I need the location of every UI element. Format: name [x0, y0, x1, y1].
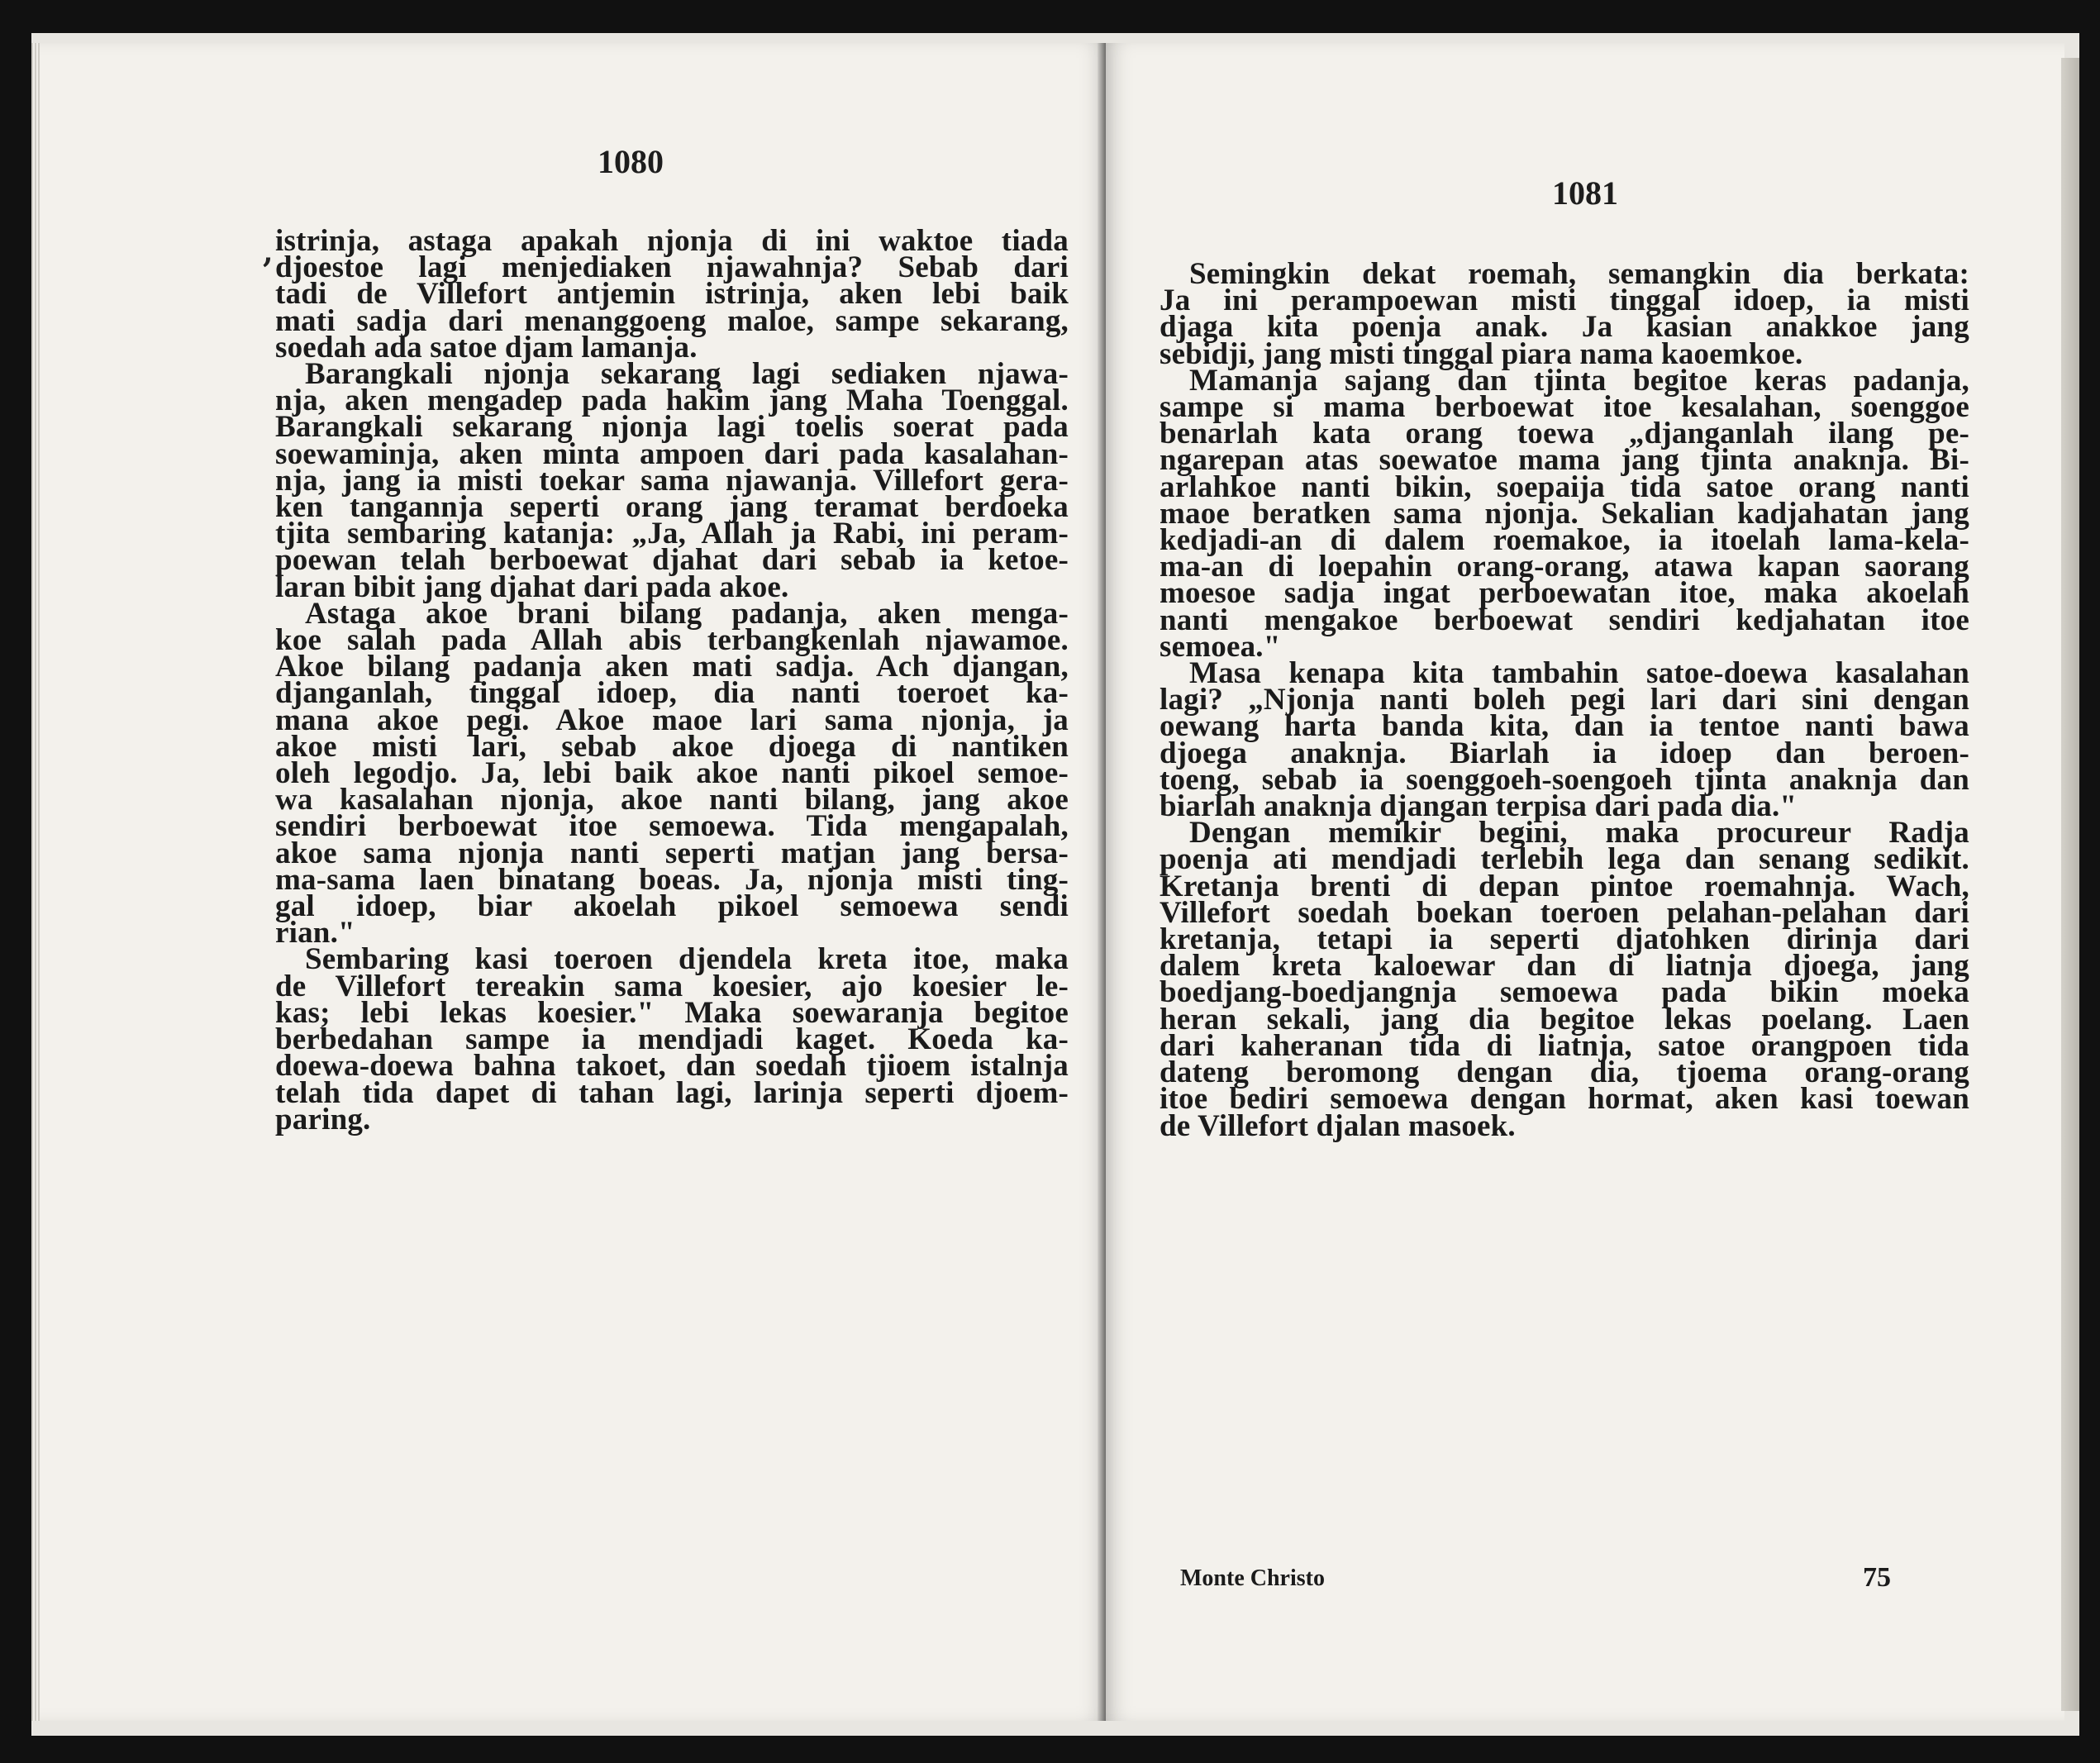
text-line: maoe beratken sama njonja. Sekalian kadjahatan jang [1160, 496, 1969, 531]
footer-sheet-number: 75 [1863, 1562, 1891, 1593]
text-line: dateng beromong dengan dia, tjoema orang-orang [1160, 1055, 1969, 1090]
text-line: ma-sama laen binatang boeas. Ja, njonja misti ting- [275, 862, 1069, 897]
text-line: dalem kreta kaloewar dan di liatnja djoega, jang [1160, 949, 1969, 984]
margin-comma-mark: , [263, 235, 274, 269]
page-footer [1180, 1562, 1891, 1599]
text-line: rian." [275, 916, 355, 951]
text-line: Mamanja sajang dan tjinta begitoe keras padanja, [1189, 363, 1969, 398]
text-line: dari kaheranan tida di liatnja, satoe orangpoen tida [1160, 1028, 1969, 1063]
text-line: Villefort soedah boekan toeroen pelahan-pelahan dari [1160, 895, 1969, 930]
right-page-text [1160, 257, 1969, 1143]
text-line: laran bibit jang djahat dari pada akoe. [275, 569, 789, 604]
text-line: kretanja, tetapi ia seperti djatohken dirinja dari [1160, 922, 1969, 957]
left-page-number: 1080 [598, 143, 664, 180]
text-line: nanti mengakoe berboewat sendiri kedjahatan itoe [1160, 603, 1969, 637]
text-line: mana akoe pegi. Akoe maoe lari sama njonja, ja [275, 703, 1069, 737]
right-page-number: 1081 [1552, 174, 1618, 212]
text-line: benarlah kata orang toewa „djanganlah ilang pe- [1160, 417, 1969, 451]
text-line: kas; lebi lekas koesier." Maka soewaranja begitoe [275, 995, 1069, 1030]
text-line: Akoe bilang padanja aken mati sadja. Ach djangan, [275, 650, 1069, 684]
text-line: heran sekali, jang dia begitoe lekas poelang. Laen [1160, 1002, 1969, 1036]
text-line: semoea." [1160, 629, 1281, 664]
text-line: telah tida dapet di tahan lagi, larinja seperti djoem- [275, 1075, 1069, 1110]
text-line: de Villefort djalan masoek. [1160, 1108, 1516, 1143]
text-line: akoe sama njonja nanti seperti matjan jang bersa- [275, 836, 1069, 870]
text-line: biarlah anaknja djangan terpisa dari pada dia." [1160, 789, 1798, 824]
text-line: koe salah pada Allah abis terbangkenlah njawamoe. [275, 623, 1069, 658]
text-line: djoega anaknja. Biarlah ia idoep dan beroen- [1160, 736, 1969, 770]
right-page-edge [2061, 58, 2079, 1711]
text-line: poewan telah berboewat djahat dari sebab ia ketoe- [275, 543, 1069, 578]
book-spread [31, 33, 2079, 1736]
right-page [1106, 43, 2064, 1721]
text-line: boedjang-boedjangnja semoewa pada bikin moeka [1160, 975, 1969, 1010]
text-line: moesoe sadja ingat perboewatan itoe, maka akoelah [1160, 576, 1969, 611]
footer-signature: Monte Christo [1180, 1565, 1325, 1591]
text-line: tjita sembaring katanja: „Ja, Allah ja Rabi, ini peram- [275, 517, 1069, 551]
text-line: djoestoe lagi menjediaken njawahnja? Sebab dari [275, 250, 1069, 285]
text-line: de Villefort tereakin sama koesier, ajo koesier le- [275, 969, 1069, 1003]
text-line: Barangkali njonja sekarang lagi sediaken njawa- [305, 357, 1069, 392]
text-line: sendiri berboewat itoe semoewa. Tida mengapalah, [275, 809, 1069, 844]
text-line: paring. [275, 1102, 371, 1136]
left-page-text [275, 224, 1069, 1136]
text-line: ken tangannja seperti orang jang teramat berdoeka [275, 490, 1069, 525]
text-line: Kretanja brenti di depan pintoe roemahnja. Wach, [1160, 869, 1969, 903]
text-line: Dengan memikir begini, maka procureur Radja [1189, 816, 1969, 851]
text-line: mati sadja dari menanggoeng maloe, sampe sekarang, [275, 303, 1069, 338]
text-line: oleh legodjo. Ja, lebi baik akoe nanti pikoel semoe- [275, 756, 1069, 791]
text-line: soewaminja, aken minta ampoen dari pada kasalahan- [275, 436, 1069, 471]
text-line: toeng, sebab ia soenggoeh-soengoeh tjinta anaknja dan [1160, 762, 1969, 797]
text-line: Ja ini perampoewan misti tinggal idoep, ia misti [1160, 284, 1969, 318]
left-page [40, 43, 1106, 1721]
text-line: ngarepan atas soewatoe mama jang tjinta anaknja. Bi- [1160, 443, 1969, 478]
text-line: djaga kita poenja anak. Ja kasian anakkoe jang [1160, 310, 1969, 345]
text-line: Semingkin dekat roemah, semangkin dia berkata: [1189, 257, 1969, 291]
text-line: berbedahan sampe ia mendjadi kaget. Koeda ka- [275, 1022, 1069, 1057]
text-line: djanganlah, tinggal idoep, dia nanti toeroet ka- [275, 676, 1069, 711]
text-line: wa kasalahan njonja, akoe nanti bilang, jang akoe [275, 783, 1069, 817]
text-line: arlahkoe nanti bikin, soepaija tida satoe orang nanti [1160, 469, 1969, 504]
text-line: Masa kenapa kita tambahin satoe-doewa kasalahan [1189, 656, 1969, 691]
text-line: tadi de Villefort antjemin istrinja, aken lebi baik [275, 277, 1069, 312]
text-line: Barangkali sekarang njonja lagi toelis soerat pada [275, 410, 1069, 445]
text-line: doewa-doewa bahna takoet, dan soedah tjioem istalnja [275, 1049, 1069, 1084]
text-line: kedjadi-an di dalem roemakoe, ia itoelah lama-kela- [1160, 523, 1969, 558]
text-line: poenja ati mendjadi terlebih lega dan senang sedikit. [1160, 842, 1969, 877]
text-line: gal idoep, biar akoelah pikoel semoewa sendi [275, 889, 1069, 924]
text-line: istrinja, astaga apakah njonja di ini waktoe tiada [275, 224, 1069, 258]
text-line: akoe misti lari, sebab akoe djoega di nantiken [275, 729, 1069, 764]
text-line: Astaga akoe brani bilang padanja, aken menga- [305, 596, 1069, 631]
text-line: soedah ada satoe djam lamanja. [275, 330, 698, 365]
text-line: sampe si mama berboewat itoe kesalahan, soenggoe [1160, 390, 1969, 425]
text-line: Sembaring kasi toeroen djendela kreta itoe, maka [305, 942, 1069, 977]
text-line: itoe bediri semoewa dengan hormat, aken kasi toewan [1160, 1082, 1969, 1117]
text-line: ma-an di loepahin orang-orang, atawa kapan saorang [1160, 550, 1969, 584]
text-line: lagi? „Njonja nanti boleh pegi lari dari sini dengan [1160, 683, 1969, 717]
text-line: sebidji, jang misti tinggal piara nama kaoemkoe. [1160, 336, 1803, 371]
text-line: nja, jang ia misti toekar sama njawanja. Villefort gera- [275, 463, 1069, 498]
text-line: nja, aken mengadep pada hakim jang Maha Toenggal. [275, 384, 1069, 418]
text-line: oewang harta banda kita, dan ia tentoe nanti bawa [1160, 709, 1969, 744]
